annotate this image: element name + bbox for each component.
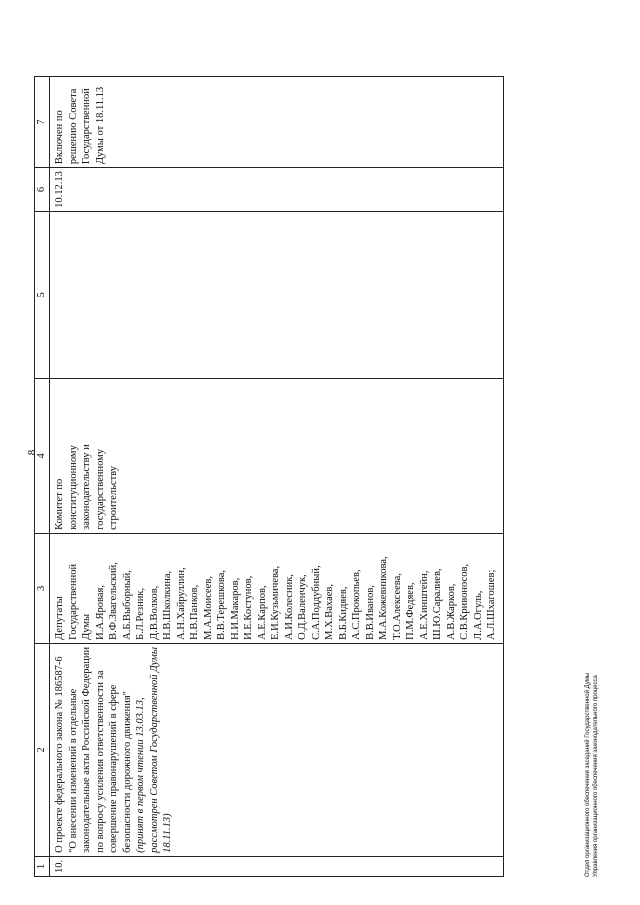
footer-line: Управления организационного обеспечения законодательного процесса <box>593 675 599 877</box>
initiator-line: В.Б.Кидяев, <box>337 586 349 640</box>
initiator-line: Т.О.Алексеева, <box>391 573 403 640</box>
bill-title-line: законодательные акты Российской Федерации <box>81 646 92 853</box>
footer-line: Отдел организационного обеспечения заседаний Государственной Думы <box>585 672 591 877</box>
initiator-line: Л.А.Огуль, <box>472 590 484 640</box>
column-header: 1 <box>35 856 50 876</box>
bill-title-line: "О внесении изменений в отдельные <box>67 688 79 853</box>
initiator-line: А.Е.Карпов, <box>256 585 268 640</box>
initiator-line: Е.И.Кузьмичева, <box>270 565 281 640</box>
initiator-line: М.Х.Вахаев, <box>324 584 335 640</box>
bill-title-line: по вопросу усиления ответственности за <box>94 670 106 853</box>
initiator-line: А.И.Колесник, <box>283 574 295 640</box>
status-line: Государственной <box>81 88 92 165</box>
date-cell: 10.12.13 <box>50 168 504 212</box>
initiator-line: Ш.Ю.Саралиев, <box>432 568 443 640</box>
committee-line: строительству <box>108 465 119 530</box>
bill-title-line: безопасности дорожного движения" <box>121 691 133 853</box>
committee-line: законодательству и <box>81 444 92 530</box>
initiator-line: В.В.Терешкова, <box>216 570 227 640</box>
committee-cell <box>50 378 504 533</box>
initiator-line: Думы <box>81 613 92 640</box>
bill-note-line: (принят в первом чтении 13.03.13, <box>135 697 146 853</box>
bill-note-line: рассмотрен Советом Государственной Думы <box>148 647 160 853</box>
committee-line: конституционному <box>67 445 79 530</box>
status-line: Думы от 18.11.13 <box>94 86 106 165</box>
status-line: решению Совета <box>67 88 79 165</box>
initiator-line: М.А.Кожевникова, <box>378 556 389 640</box>
initiator-line: А.В.Жарков, <box>445 583 457 640</box>
column-header: 3 <box>35 533 50 643</box>
page-number: 8 <box>26 449 38 456</box>
status-line: Включен по <box>54 110 65 165</box>
initiator-line: Д.В.Волков, <box>148 585 160 640</box>
status-cell <box>50 77 504 168</box>
initiator-line: Н.В.Панков, <box>189 584 200 640</box>
initiator-line: Государственной <box>67 563 79 640</box>
initiators-cell <box>50 533 504 643</box>
header-row <box>35 77 50 877</box>
row-number: 10. <box>50 856 504 876</box>
bill-title-cell <box>50 643 504 856</box>
initiator-line: И.Е.Костунов, <box>243 575 254 640</box>
initiator-line: Депутаты <box>54 596 65 640</box>
bill-note-line: 18.11.13) <box>162 813 173 853</box>
initiator-line: В.В.Иванов, <box>364 585 376 640</box>
initiator-line: Н.И.Макаров, <box>229 577 241 640</box>
initiator-line: С.В.Кривоносов, <box>459 563 470 640</box>
column-5-cell <box>50 211 504 378</box>
initiator-line: В.Ф.Звагельский, <box>108 562 119 640</box>
bill-title-line: совершение правонарушений в сфере <box>108 684 119 853</box>
initiator-line: Б.Л.Резник, <box>135 587 146 640</box>
initiator-line: Н.В.Школкина, <box>162 570 173 640</box>
initiator-line: М.А.Моисеев, <box>202 576 214 640</box>
column-header: 2 <box>35 643 50 856</box>
column-header: 5 <box>35 211 50 378</box>
initiator-line: И.А.Яровая, <box>94 585 106 640</box>
footer <box>584 673 600 877</box>
column-header: 6 <box>35 168 50 212</box>
initiator-line: А.Л.Шхагошев; <box>486 569 497 640</box>
initiator-line: П.М.Федяев, <box>405 582 416 640</box>
initiator-line: О.Д.Валенчук, <box>297 574 308 640</box>
initiator-line: А.Б.Выборный, <box>121 570 133 640</box>
initiator-line: А.Н.Хайруллин, <box>175 567 187 640</box>
table-row <box>50 77 504 877</box>
committee-line: Комитет по <box>54 478 65 530</box>
committee-line: государственному <box>94 448 106 530</box>
initiator-line: С.А.Поддубный, <box>310 565 322 640</box>
initiator-line: А.Е.Хинштейн, <box>418 570 430 640</box>
column-header: 4 <box>35 378 50 533</box>
column-header: 7 <box>35 77 50 168</box>
bill-title-line: О проекте федерального закона № 186587-6 <box>54 656 65 853</box>
initiator-line: А.С.Прокопьев, <box>351 569 362 640</box>
agenda-table <box>34 76 504 877</box>
